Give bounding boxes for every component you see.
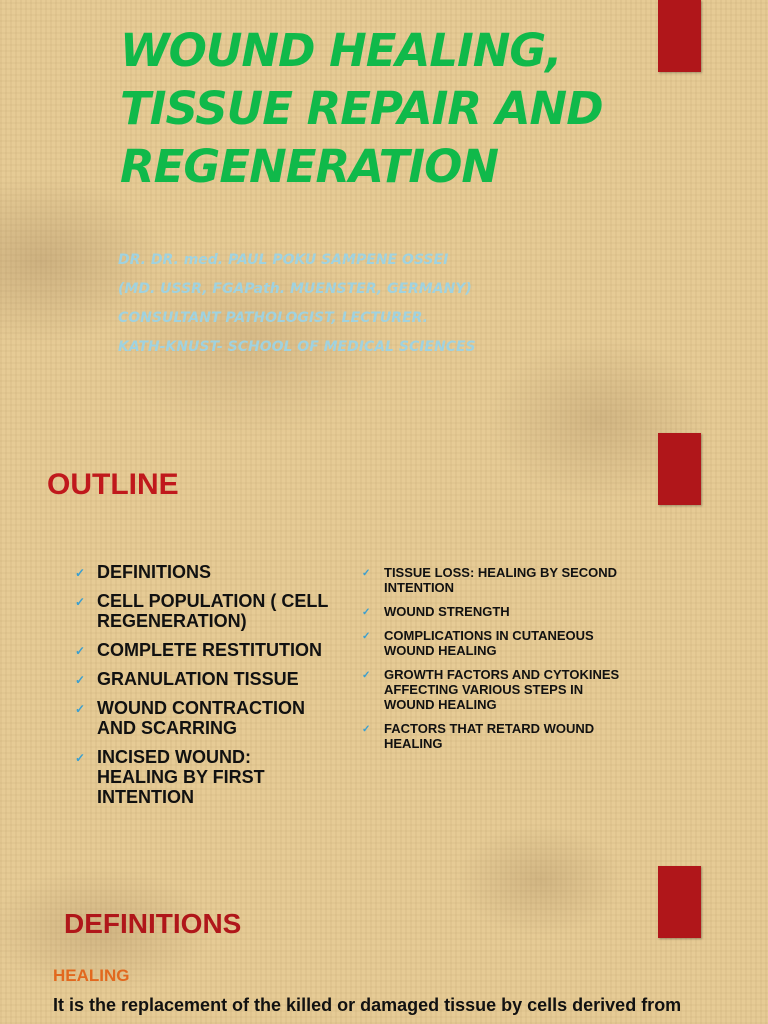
title-line: WOUND HEALING,	[120, 24, 562, 77]
check-icon: ✓	[362, 631, 371, 642]
title-slide	[0, 0, 768, 430]
accent-bar	[658, 433, 701, 505]
author-info	[118, 246, 476, 362]
check-icon: ✓	[75, 566, 86, 580]
check-icon: ✓	[362, 724, 371, 735]
slide-title: DEFINITIONS	[64, 908, 242, 939]
subheading: HEALING	[53, 966, 130, 985]
author-line: DR. DR. med. PAUL POKU SAMPENE OSSEI	[118, 252, 449, 268]
check-icon: ✓	[362, 568, 371, 579]
list-item-text: CELL POPULATION ( CELL REGENERATION)	[97, 591, 329, 631]
list-item-text: WOUND STRENGTH	[384, 604, 510, 619]
list-item	[75, 640, 335, 660]
list-item	[362, 667, 622, 712]
check-icon: ✓	[75, 644, 86, 658]
list-item	[75, 698, 335, 738]
list-item	[75, 562, 335, 582]
list-item-text: COMPLETE RESTITUTION	[97, 640, 322, 660]
list-item-text: TISSUE LOSS: HEALING BY SECOND INTENTION	[384, 565, 618, 595]
check-icon: ✓	[75, 751, 86, 765]
definition-text: It is the replacement of the killed or damaged tissue by cells derived from	[53, 995, 682, 1015]
list-item	[75, 669, 335, 689]
title-line: REGENERATION	[120, 140, 498, 193]
list-item-text: COMPLICATIONS IN CUTANEOUS WOUND HEALING	[384, 628, 594, 658]
outline-slide	[0, 430, 768, 862]
author-line: (MD. USSR, FGAPath. MUENSTER, GERMANY)	[118, 281, 472, 297]
list-item-text: DEFINITIONS	[97, 562, 212, 582]
list-item-text: WOUND CONTRACTION AND SCARRING	[97, 698, 305, 738]
presentation-title	[120, 22, 603, 196]
accent-bar	[658, 0, 701, 72]
title-line: TISSUE REPAIR AND	[120, 82, 603, 135]
check-icon: ✓	[362, 670, 371, 681]
list-item	[75, 591, 335, 631]
check-icon: ✓	[75, 673, 86, 687]
outline-list-right	[362, 565, 622, 760]
list-item-text: GRANULATION TISSUE	[97, 669, 299, 689]
list-item	[362, 565, 622, 595]
author-line: KATH-KNUST- SCHOOL OF MEDICAL SCIENCES	[118, 339, 476, 355]
check-icon: ✓	[75, 595, 86, 609]
accent-bar	[658, 866, 701, 938]
list-item	[362, 604, 622, 619]
author-line: CONSULTANT PATHOLOGIST, LECTURER.	[118, 310, 429, 326]
check-icon: ✓	[75, 702, 86, 716]
slide-title: OUTLINE	[47, 468, 179, 501]
list-item	[75, 747, 335, 807]
list-item-text: INCISED WOUND: HEALING BY FIRST INTENTION	[97, 747, 265, 807]
list-item-text: FACTORS THAT RETARD WOUND HEALING	[384, 721, 595, 751]
definitions-slide	[0, 862, 768, 1024]
list-item	[362, 721, 622, 751]
list-item	[362, 628, 622, 658]
check-icon: ✓	[362, 607, 371, 618]
list-item-text: GROWTH FACTORS AND CYTOKINES AFFECTING VARIOUS STEPS IN WOUND HEALING	[384, 667, 620, 712]
outline-list-left	[75, 562, 335, 816]
